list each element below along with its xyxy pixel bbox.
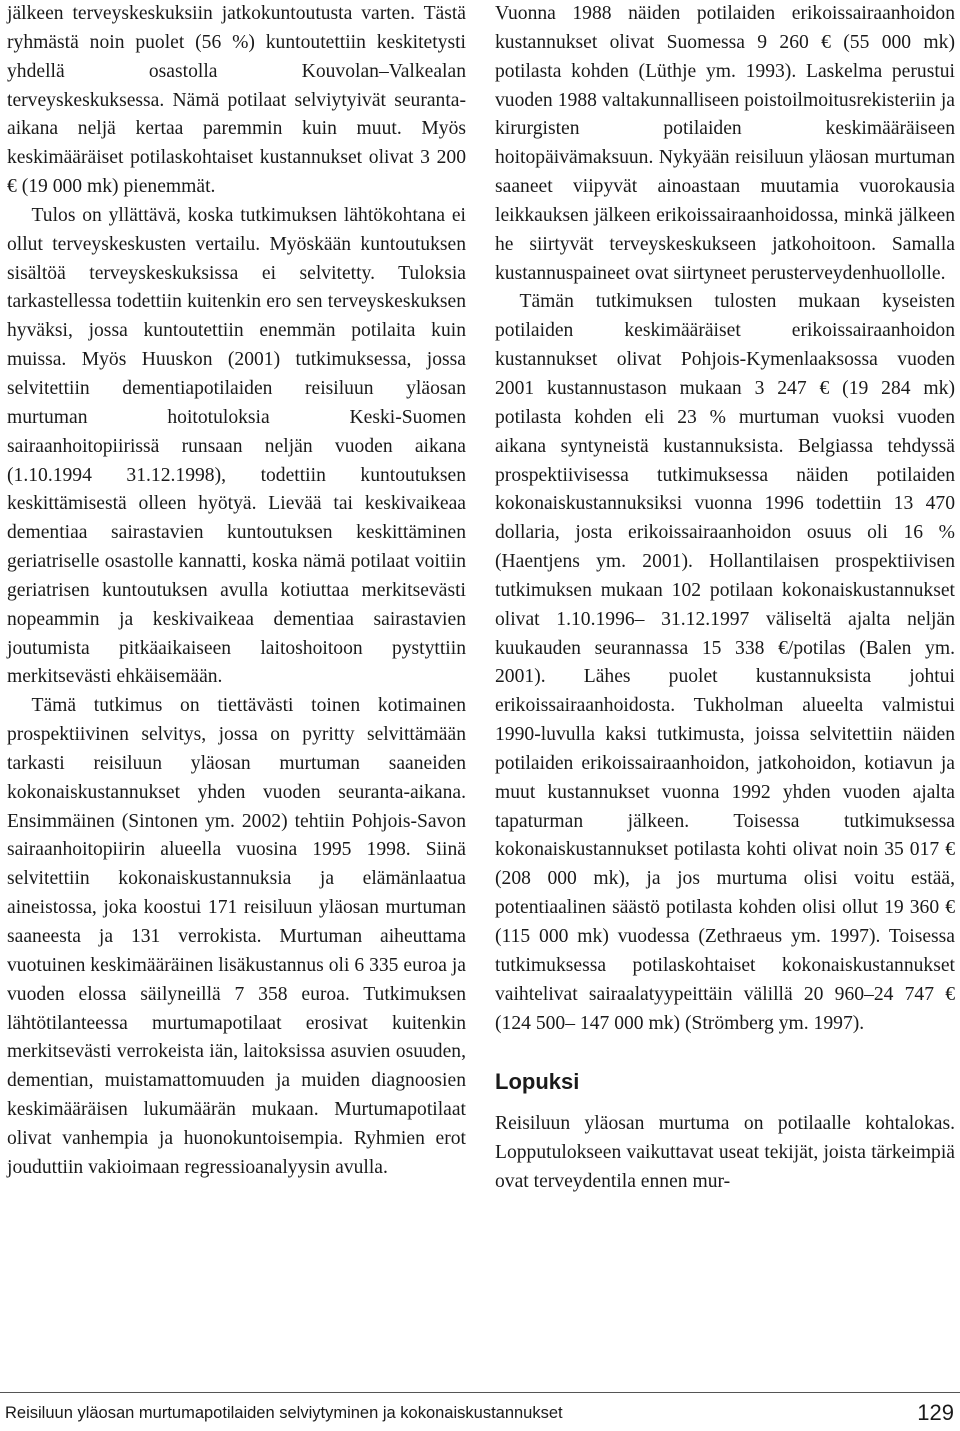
section-heading: Lopuksi [495,1069,580,1095]
paragraph: Vuonna 1988 näiden potilaiden erikoissairaanhoidon kustannukset olivat Suomessa 9 260 € (55 000 mk) potilasta kohden (Lüthje ym. 1993). Laskelma perustui vuoden 1988 valtakunnalliseen poistoilmoitusrekisteriin ja kirurgisten potilaiden keskimääräiseen hoitopäivämaksuun. Nykyään reisiluun yläosan murtuman saaneet viipyvät ainoastaan muutamia vuorokausia leikkauksen jälkeen erikoissairaanhoidossa, minkä jälkeen he siirtyvät terveyskeskukseen jatkohoitoon. Samalla kustannuspaineet ovat siirtyneet perusterveydenhuollolle. [495,3,955,284]
paragraph: Reisiluun yläosan murtuma on potilaalle kohtalokas. Lopputulokseen vaikuttavat useat tekijät, joista tärkeimpiä ovat terveydentila ennen mur- [495,1113,955,1193]
right-column [495,0,955,1197]
paragraph: Tämä tutkimus on tiettävästi toinen kotimainen prospektiivinen selvitys, jossa on pyritty selvittämään tarkasti reisiluun yläosan murtuman saaneiden kokonaiskustannukset yhden vuoden seuranta-aikana. Ensimmäinen (Sintonen ym. 2002) tehtiin Pohjois-Savon sairaanhoitopiirin alueella vuosina 1995 1998. Siinä selvitettiin kokonaiskustannuksia ja elämänlaatua aineistossa, joka koostui 171 reisiluun yläosan murtuman saaneesta ja 131 verrokista. Murtuman aiheuttama vuotuinen keskimääräinen lisäkustannus oli 6 335 euroa ja vuoden elossa säilyneillä 7 358 euroa. Tutkimuksen lähtötilanteessa murtumapotilaat erosivat kuitenkin merkitsevästi verrokeista iän, laitoksissa asuvien osuuden, dementian, muistamattomuuden ja muiden diagnoosien keskimääräisen lukumäärän mukaan. Murtumapotilaat olivat vanhempia ja huonokuntoisempia. Ryhmien erot jouduttiin vakioimaan regressioanalyysin avulla. [7,695,466,1178]
footer-divider [0,1392,960,1393]
running-title: Reisiluun yläosan murtumapotilaiden selviytyminen ja kokonaiskustannukset [5,1404,563,1422]
left-column [7,0,466,1183]
paragraph: Tämän tutkimuksen tulosten mukaan kyseisten potilaiden keskimääräiset erikoissairaanhoidon kustannukset olivat Pohjois-Kymenlaaksossa vuoden 2001 kustannustason mukaan 3 247 € (19 284 mk) potilasta kohden eli 23 % murtuman vuoksi vuoden aikana syntyneistä kustannuksista. Belgiassa tehdyssä prospektiivisessa tutkimuksessa näiden potilaiden kokonaiskustannuksiksi vuonna 1996 todettiin 13 470 dollaria, josta erikoissairaanhoidon osuus oli 16 % (Haentjens ym. 2001). Hollantilaisen prospektiivisen tutkimuksen mukaan 102 potilaan kokonaiskustannukset olivat 1.10.1996– 31.12.1997 väliseltä ajalta neljän kuukauden seurannassa 15 338 €/potilas (Balen ym. 2001). Lähes puolet kustannuksista johtui erikoissairaanhoidosta. Tukholman alueelta valmistui 1990-luvulla kaksi tutkimusta, joissa selvitettiin näiden potilaiden erikoissairaanhoidon, jatkohoidon, kotiavun ja muut kustannukset vuonna 1992 yhden vuoden ajalta tapaturman jälkeen. Toisessa tutkimuksessa kokonaiskustannukset potilasta kohti olivat noin 35 017 € (208 000 mk), ja jos murtuma olisi voitu estää, potentiaalinen säästö potilasta kohden olisi ollut 19 360 € (115 000 mk) vuodessa (Zethraeus ym. 1997). Toisessa tutkimuksessa potilaskohtaiset kokonaiskustannukset vaihtelivat sairaalatyypeittäin välillä 20 960–24 747 € (124 500– 147 000 mk) (Strömberg ym. 1997). [495,291,955,1034]
page-footer [0,1398,960,1430]
paragraph: Tulos on yllättävä, koska tutkimuksen lähtökohtana ei ollut terveyskeskusten vertailu. Myöskään kuntoutuksen sisältöä terveyskeskuksissa ei selvitetty. Tuloksia tarkastellessa todettiin kuitenkin ero sen terveyskeskuksen hyväksi, jossa kuntoutettiin enemmän potilaita kuin muissa. Myös Huuskon (2001) tutkimuksessa, jossa selvitettiin dementiapotilaiden reisiluun yläosan murtuman hoitotuloksia Keski-Suomen sairaanhoitopiirissä runsaan neljän vuoden aikana (1.10.1994 31.12.1998), todettiin kuntoutuksen keskittämisestä olleen hyötyä. Lievää tai keskivaikeaa dementiaa sairastavien kuntoutuksen keskittäminen geriatriselle osastolle kannatti, koska nämä potilaat voitiin geriatrisen kuntoutuksen avulla kotiuttaa merkitsevästi nopeammin ja keskivaikeaa dementiaa sairastavien joutumista pitkäaikaiseen laitoshoitoon pystyttiin merkitsevästi ehkäisemään. [7,204,466,688]
paragraph: jälkeen terveyskeskuksiin jatkokuntoutusta varten. Tästä ryhmästä noin puolet (56 %) kuntoutettiin keskitetysti yhdellä osastolla Kouvolan–Valkealan terveyskeskuksessa. Nämä potilaat selviytyivät seuranta-aikana neljä kertaa paremmin kuin muut. Myös keskimääräiset potilaskohtaiset kustannukset olivat 3 200 € (19 000 mk) pienemmät. [7,3,466,198]
page-number: 129 [917,1400,954,1425]
